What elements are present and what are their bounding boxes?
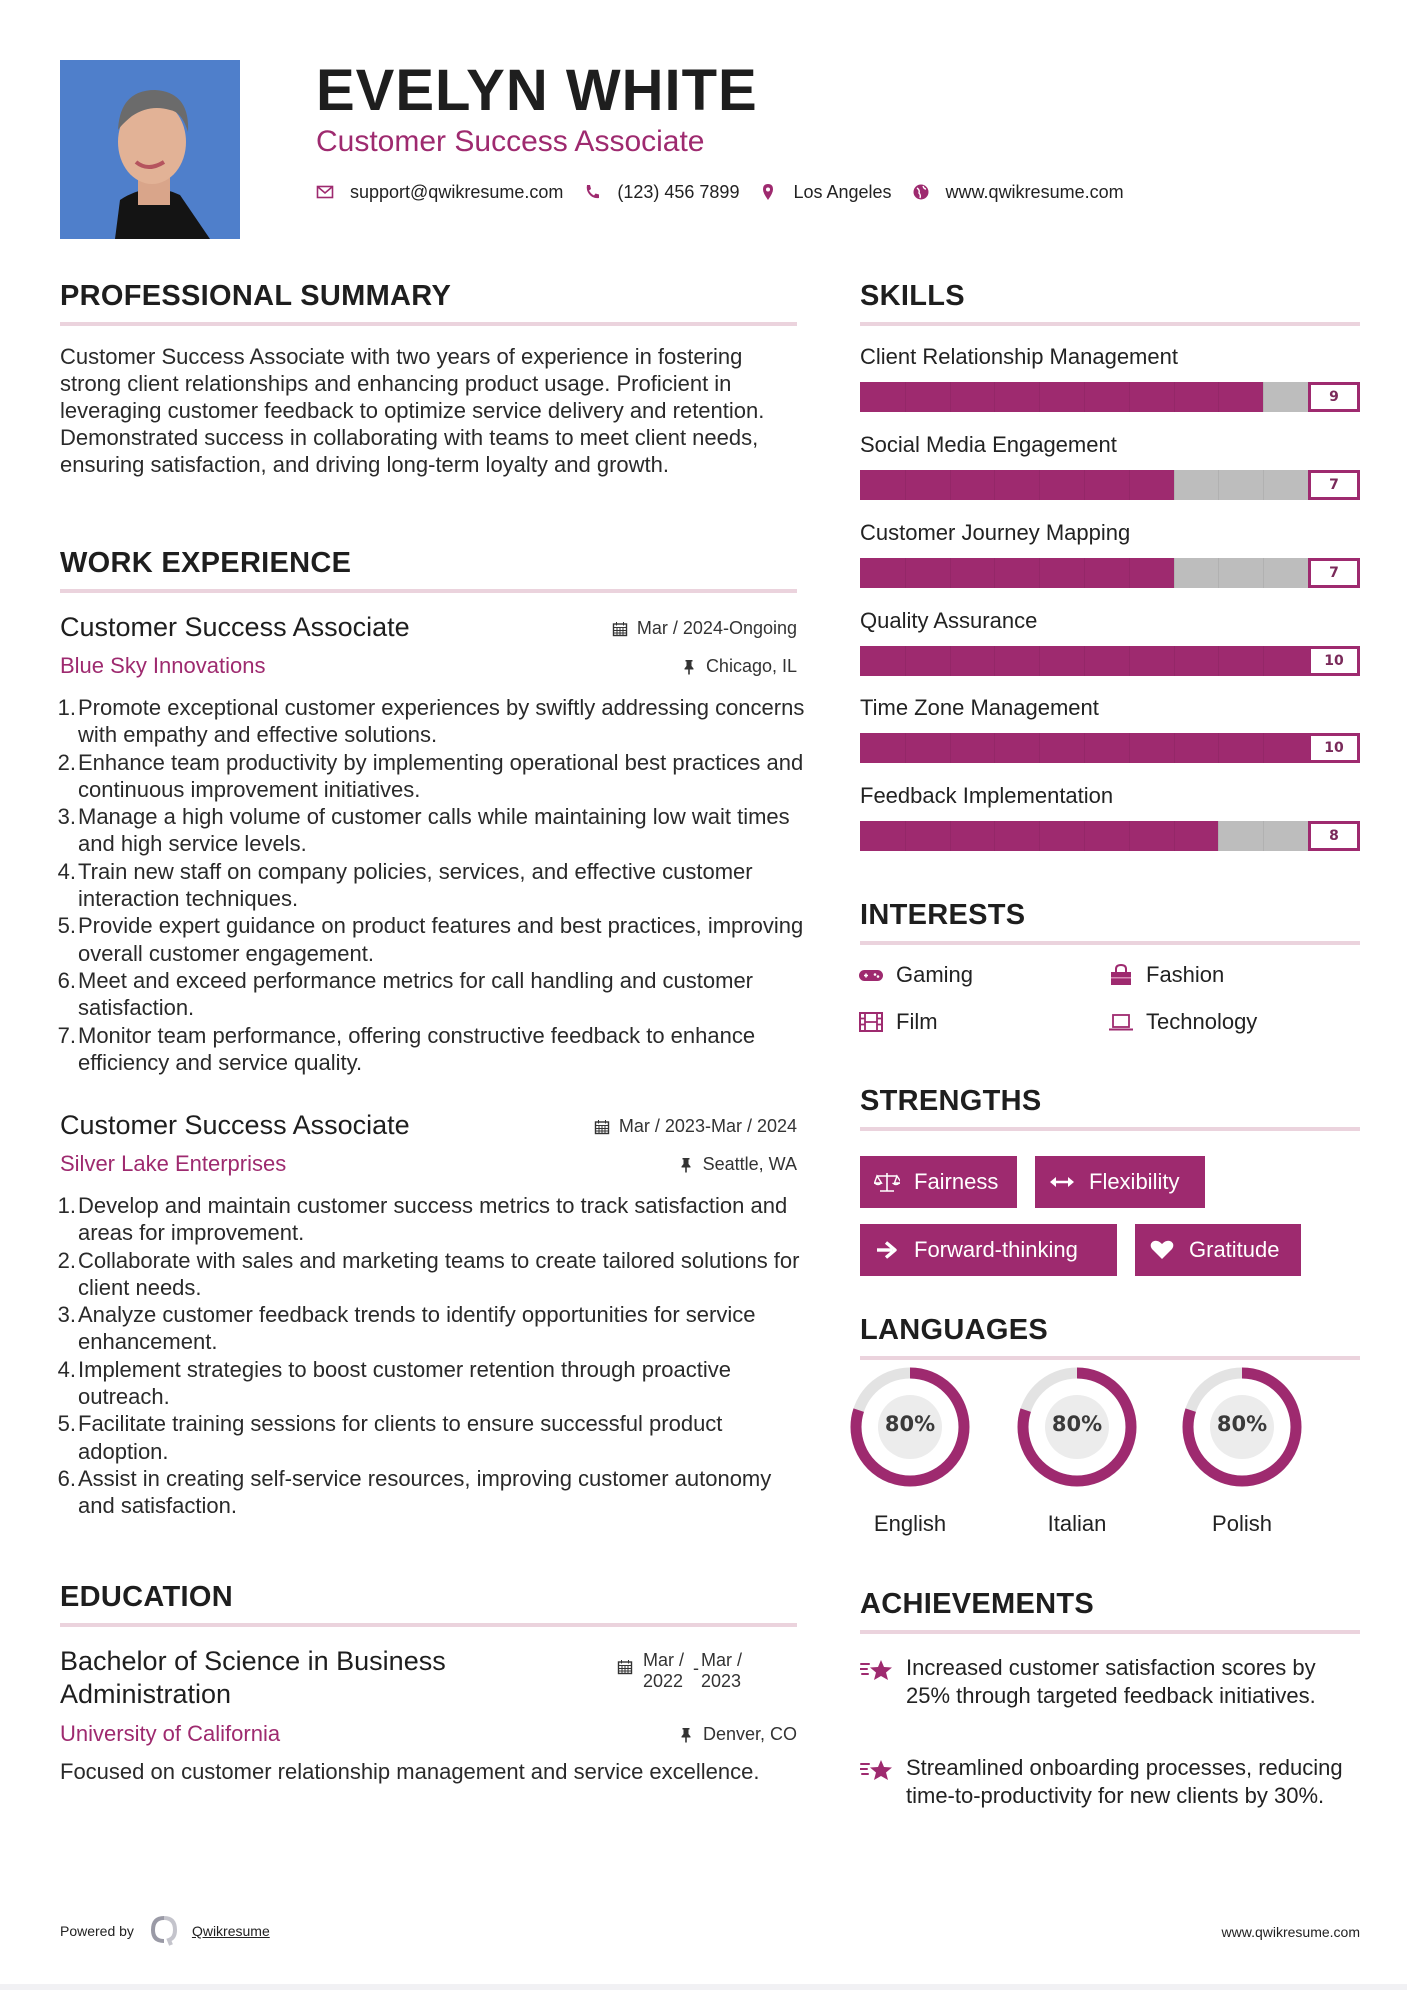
education-end: Mar / 2023 [701,1650,743,1691]
candidate-title: Customer Success Associate [316,125,705,158]
language-item [1181,1366,1303,1536]
arrows-horizontal-icon [1047,1171,1077,1193]
job-subheader [60,1150,797,1178]
interest-label: Technology [1146,1009,1258,1034]
strength-chip [860,1224,1117,1276]
job-bullets [57,1192,805,1520]
languages-heading: LANGUAGES [860,1314,1048,1346]
skill-bar-segment [905,558,906,588]
skill-bar [860,646,1360,676]
skill-bar-segment [1084,470,1085,500]
skill-label: Time Zone Management [860,695,1099,720]
calendar-icon [594,1119,610,1135]
bullet-item: 3. Analyze customer feedback trends to identify opportunities for service enhancement. [57,1302,756,1355]
envelope-icon [316,183,334,201]
contact-phone[interactable] [583,182,739,203]
skill-bar-segment [1084,558,1085,588]
company-name: Blue Sky Innovations [60,653,266,678]
job-dates-text: Mar / 2024-Ongoing [636,618,797,638]
skill-bar-segment [1174,821,1175,851]
skill-bar-segment [1129,733,1130,763]
person-portrait-icon [60,60,240,239]
skills-heading: SKILLS [860,280,965,312]
skill-bar-segment [994,733,995,763]
skill-bar-segment [1174,646,1175,676]
summary-text: Customer Success Associate with two years of experience in fostering strong client relationships and enhancing product usage. Proficient in leveraging customer feedback to optimize service delivery and retention. Demonstrated success in collaborating with teams to meet client needs, ensuring satisfaction, and driving long-term loyalty and growth. [60,344,765,477]
candidate-name: EVELYN WHITE [316,58,758,123]
strength-label: Gratitude [1189,1237,1280,1262]
skill-label: Client Relationship Management [860,344,1178,369]
education-description: Focused on customer relationship management and service excellence. [60,1759,760,1784]
skill-bar-segment [1129,646,1130,676]
phone-text: (123) 456 7899 [617,181,740,202]
skill-bar-segment [1263,646,1264,676]
skill-bar-fill [860,646,1360,676]
interest-label: Fashion [1146,962,1225,987]
education-dates [617,1650,751,1692]
education-location [678,1724,797,1745]
interest-item [1108,1009,1257,1035]
languages-divider [860,1356,1360,1360]
skill-bar-segment [950,646,951,676]
achievements-heading: ACHIEVEMENTS [860,1588,1095,1620]
bullet-item: 5. Facilitate training sessions for clients to ensure successful product adoption. [57,1411,723,1464]
bullet-item: 5. Provide expert guidance on product features and best practices, improving overall customer engagement. [57,913,804,966]
skill-bar-segment [1174,470,1175,500]
heart-icon [1147,1239,1177,1261]
strength-chip [860,1156,1017,1208]
strength-chip [1135,1224,1301,1276]
company-name: Silver Lake Enterprises [60,1151,287,1176]
skill-bar-segment [1174,382,1175,412]
profile-photo [60,60,240,239]
calendar-icon [617,1659,633,1675]
interest-item [1108,962,1224,988]
bullet-item: 4. Implement strategies to boost customer retention through proactive outreach. [57,1356,732,1410]
skill-bar-segment [1084,382,1085,412]
language-percent: 80% [1051,1412,1103,1436]
skill-bar-segment [1218,382,1219,412]
skill-bar [860,733,1360,763]
job-title: Customer Success Associate [60,1110,410,1140]
skill-bar-segment [1218,733,1219,763]
skill-score: 8 [1308,821,1360,851]
gamepad-icon [858,964,884,986]
job-dates-text: Mar / 2023-Mar / 2024 [618,1116,797,1136]
bullet-item: 3. Manage a high volume of customer calls while maintaining low wait times and high service levels. [57,804,790,857]
skill-bar-segment [1129,382,1130,412]
skill-bar-segment [1129,558,1130,588]
interests-divider [860,941,1360,945]
calendar-icon [612,621,628,637]
skill-bar-segment [1263,558,1264,588]
skill-bar-segment [950,382,951,412]
skill-bar-segment [905,470,906,500]
contact-website[interactable] [912,182,1124,203]
skill-bar-segment [994,558,995,588]
skill-bar-segment [1084,821,1085,851]
skill-score: 10 [1311,736,1357,760]
map-marker-icon [759,183,777,201]
phone-icon [583,183,601,201]
skill-bar-segment [1039,558,1040,588]
summary-divider [60,322,797,326]
skill-bar-fill [860,733,1360,763]
skill-bar-segment [905,821,906,851]
website-text: www.qwikresume.com [945,181,1124,202]
job-bullets [57,694,805,1076]
skill-bar-fill [860,382,1263,412]
skill-bar-segment [950,733,951,763]
skill-bar [860,382,1360,412]
skill-bar-segment [994,470,995,500]
achievement-item [860,1654,1350,1710]
language-item [1016,1366,1138,1536]
skill-bar-segment [1218,821,1219,851]
skill-bar-segment [1129,470,1130,500]
job-location-text: Chicago, IL [705,656,797,676]
education-divider [60,1623,797,1627]
page-bottom-edge [0,1984,1407,1990]
education-start: Mar / 2022 [643,1650,685,1691]
pushpin-icon [681,659,697,675]
skill-score: 7 [1308,558,1360,588]
language-name: Italian [1047,1511,1107,1536]
skill-bar-segment [1263,821,1264,851]
skill-bar-segment [1218,646,1219,676]
skill-bar-segment [905,646,906,676]
skill-bar-segment [1218,470,1219,500]
language-percent: 80% [1216,1412,1268,1436]
skill-bar [860,821,1360,851]
skill-bar [860,558,1360,588]
skill-label: Feedback Implementation [860,783,1114,808]
skill-bar-segment [905,382,906,412]
job-title: Customer Success Associate [60,612,410,642]
summary-heading: PROFESSIONAL SUMMARY [60,280,452,312]
bullet-item: 6. Meet and exceed performance metrics for call handling and customer satisfaction. [57,967,754,1021]
balance-scale-icon [872,1171,902,1193]
arrow-right-icon [872,1239,902,1261]
skill-bar-segment [1263,470,1264,500]
job-header [60,1108,797,1142]
pushpin-icon [678,1157,694,1173]
skill-bar-segment [1263,382,1264,412]
shooting-star-icon [860,1658,894,1684]
bullet-item: 6. Assist in creating self-service resources, improving customer autonomy and satisfaction. [57,1465,772,1519]
skill-bar-segment [994,646,995,676]
globe-icon [912,183,930,201]
contact-bar [316,180,1144,204]
skill-label: Customer Journey Mapping [860,520,1131,545]
contact-location [759,182,891,203]
location-text: Los Angeles [793,181,892,202]
job-subheader [60,652,797,680]
powered-by-text: Powered by [60,1923,134,1939]
language-item [849,1366,971,1536]
experience-divider [60,589,797,593]
skill-bar-segment [1174,558,1175,588]
contact-email[interactable] [316,182,563,203]
job-dates [612,618,797,639]
skill-bar-segment [1218,558,1219,588]
language-name: Polish [1212,1511,1272,1536]
interest-item [858,962,973,988]
laptop-icon [1108,1011,1134,1033]
skill-score: 10 [1311,649,1357,673]
skill-bar-segment [994,821,995,851]
skill-bar-segment [1039,382,1040,412]
shooting-star-icon [860,1758,894,1784]
footer-website-link[interactable]: www.qwikresume.com [1221,1924,1360,1940]
skill-bar-segment [1039,470,1040,500]
job-header [60,610,797,644]
bullet-item: 4. Train new staff on company policies, services, and effective customer interaction techniques. [57,858,753,912]
skill-bar-segment [1129,821,1130,851]
strengths-divider [860,1127,1360,1131]
education-heading: EDUCATION [60,1581,233,1613]
strength-label: Fairness [914,1169,999,1194]
bullet-item: 1. Develop and maintain customer success metrics to track satisfaction and areas for improvement. [57,1193,788,1246]
school-name: University of California [60,1721,281,1746]
job-location [681,656,797,677]
bullet-item: 1. Promote exceptional customer experiences by swiftly addressing concerns with empathy and effective solutions. [57,695,805,748]
skill-bar-segment [905,733,906,763]
skill-score: 7 [1308,470,1360,500]
skill-bar-segment [1174,733,1175,763]
achievement-item [860,1754,1350,1810]
bullet-item: 7. Monitor team performance, offering constructive feedback to enhance efficiency and service quality. [57,1022,756,1075]
strength-chip [1035,1156,1205,1208]
bullet-item: 2. Collaborate with sales and marketing teams to create tailored solutions for client needs. [57,1247,800,1300]
qwikresume-link[interactable]: Qwikresume [191,1923,270,1939]
skill-bar-segment [1084,733,1085,763]
footer-powered-by [60,1916,270,1946]
job-dates [594,1116,797,1137]
interest-item [858,1009,938,1035]
achievements-divider [860,1630,1360,1634]
pushpin-icon [678,1727,694,1743]
achievement-text: Streamlined onboarding processes, reducing time-to-productivity for new clients by 30%. [906,1755,1343,1808]
education-date-separator: - [693,1658,699,1678]
language-percent: 80% [884,1412,936,1436]
achievement-text: Increased customer satisfaction scores by 25% through targeted feedback initiatives. [906,1655,1316,1708]
interest-label: Gaming [896,962,974,987]
job-location [678,1154,797,1175]
skill-bar-segment [1084,646,1085,676]
skill-bar-segment [950,821,951,851]
skill-bar-segment [1039,646,1040,676]
language-name: English [873,1511,947,1536]
skill-bar-segment [950,470,951,500]
skills-divider [860,322,1360,326]
skill-bar [860,470,1360,500]
skill-bar-segment [994,382,995,412]
skill-bar-fill [860,558,1174,588]
skill-bar-segment [1039,733,1040,763]
strength-label: Forward-thinking [914,1237,1078,1262]
job-location-text: Seattle, WA [702,1154,797,1174]
strength-label: Flexibility [1089,1169,1180,1194]
skill-label: Social Media Engagement [860,432,1117,457]
film-icon [858,1011,884,1033]
experience-heading: WORK EXPERIENCE [60,547,352,579]
degree-title: Bachelor of Science in Business Administration [60,1646,446,1709]
strengths-heading: STRENGTHS [860,1085,1042,1117]
bullet-item: 2. Enhance team productivity by implementing operational best practices and continuous improvement initiatives. [57,749,804,802]
education-subheader [60,1720,797,1748]
interest-label: Film [896,1009,938,1034]
email-text: support@qwikresume.com [350,181,564,202]
skill-bar-segment [950,558,951,588]
education-location-text: Denver, CO [702,1724,797,1744]
skill-label: Quality Assurance [860,608,1038,633]
interests-heading: INTERESTS [860,899,1026,931]
skill-bar-segment [1263,733,1264,763]
qwikresume-logo-icon [150,1916,178,1946]
shopping-bag-icon [1108,964,1134,986]
skill-bar-segment [1039,821,1040,851]
skill-bar-fill [860,470,1174,500]
skill-score: 9 [1308,382,1360,412]
